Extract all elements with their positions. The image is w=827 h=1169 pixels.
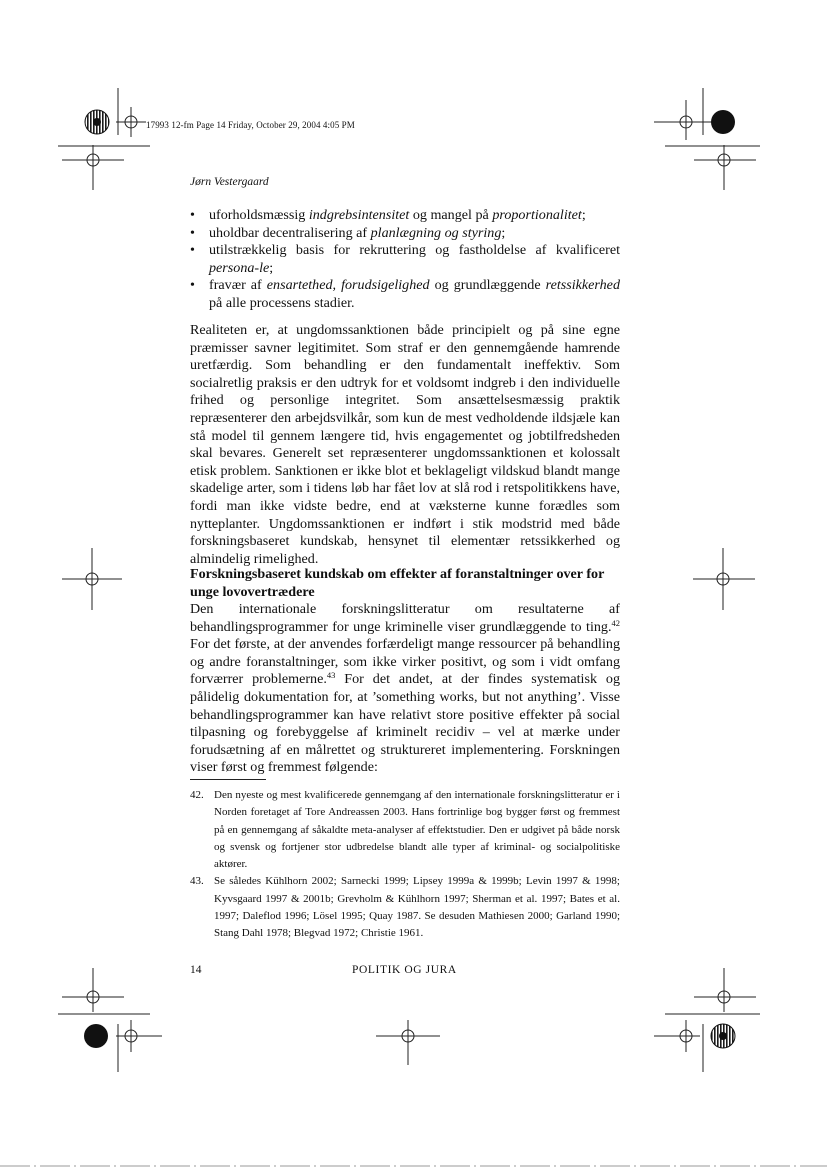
print-slug: 17993 12-fm Page 14 Friday, October 29, 2004 4:05 PM — [146, 120, 355, 130]
registration-mark — [116, 107, 146, 137]
footnote-ref: 42 — [611, 617, 620, 628]
registration-mark — [654, 1020, 700, 1052]
solid-disc-mark — [711, 110, 735, 134]
bullet-list — [190, 207, 620, 313]
body-paragraph: Den internationale forskningslitteratur om resultaterne af behandlingsprogrammer for unge kriminelle viser grundlæggende to ting.$^{42}$ For det første, at der anvendes forfærdeligt mange ressourcer på behandling og andre foranstaltninger, som ikke virker positivt, og som i vidt omfang forværrer problemerne.$^{43}$ For det andet, at der findes systematisk og pålidelig dokumentation for, at ’something works, but not anything’. Visse behandlingsprogrammer kan have relativt store positive effekter på social tilpasning og forebyggelse af kriminelt recidiv – vel at mærke under forudsætning af en målrettet og struktureret implementering. Forskningen viser først og fremmest følgende: — [190, 601, 620, 776]
footnotes — [190, 787, 620, 943]
journal-title: POLITIK OG JURA — [352, 964, 457, 976]
footnote — [190, 873, 620, 942]
footnote-text: Den nyeste og mest kvalificerede gennemgang af den internationale forskningslitteratur er i Norden foretaget af Tore Andreassen 2003. Hans fortrinlige bog bygger først og fremmest på en gennemgang af såkaldte meta-analyser af effektstudier. Den er udgivet på både norsk og svensk og fortjener stor udbredelse blandt alle typer af kriminal- og socialpolitiske aktører. — [214, 789, 620, 871]
running-head: Jørn Vestergaard — [190, 176, 269, 188]
registration-mark — [62, 145, 124, 190]
footnote-divider — [190, 779, 266, 780]
bullet-symbol: • — [190, 224, 195, 241]
registration-mark — [693, 548, 755, 610]
registration-mark — [654, 100, 716, 140]
registration-mark — [62, 968, 124, 1012]
footnote-number: 43. — [190, 875, 204, 888]
footnote-ref: 43 — [326, 670, 336, 681]
section-heading: Forskningsbaseret kundskab om effekter af foranstaltninger over for unge lovovertrædere — [190, 566, 605, 600]
page-number: 14 — [190, 964, 202, 976]
starburst-mark — [85, 110, 109, 134]
list-item: • utilstrækkelig basis for rekruttering og fastholdelse af kvalificeret persona-le; — [190, 242, 620, 276]
registration-mark — [62, 548, 122, 610]
starburst-mark — [711, 1024, 735, 1048]
list-item: • fravær af ensartethed, forudsigelighed og grundlæggende retssikkerhed på alle processens stadier. — [190, 277, 620, 311]
bullet-symbol: • — [190, 277, 195, 294]
body-paragraph: Realiteten er, at ungdomssanktionen både principielt og på sine egne præmisser savner legitimitet. Som straf er den gennemgående hamrende uretfærdig. Som behandling er den fundamentalt ineffektiv. Som socialretlig praksis er den udtryk for et voldsomt indgreb i den individuelle frihed og personlige integritet. Som ansættelsesmæssig praktik repræsenterer den arbejdsvilkår, som kun de mest vedholdende ildsjæle kan stå model til gennem længere tid, hvis engagementet og jobtilfredsheden skal bevares. Generelt set repræsenterer ungdomssanktionen et kolossalt etisk problem. Sanktionen er ikke blot et beklageligt vildskud blandt mange skadelige arter, som i tidens løb har fået lov at slå rod i retspolitikkens have, fordi man ikke vidste bedre, end at væksterne kunne forædles som nytteplanter. Ungdomssanktionen er indført i stik modstrid med både forskningsbaseret kundskab, hensynet til elementær retssikkerhed og almindelig rimelighed. — [190, 322, 620, 567]
footnote-text: Se således Kühlhorn 2002; Sarnecki 1999; Lipsey 1999a & 1999b; Levin 1997 & 1998; Kyvsgaard 1997 & 2001b; Grevholm & Kühlhorn 1997; Sherman et al. 1997; Bates et al. 1997; Daleflod 1996; Lösel 1995; Quay 1987. Se desuden Mathiesen 2000; Garland 1990; Stang Dahl 1978; Blegvad 1972; Christie 1961. — [214, 875, 620, 940]
registration-mark — [376, 1020, 440, 1065]
footnote-number: 42. — [190, 789, 204, 801]
list-item: • uforholdsmæssig indgrebsintensitet og mangel på proportionalitet; — [190, 207, 586, 223]
bullet-symbol: • — [190, 207, 195, 223]
registration-mark — [116, 1020, 162, 1052]
footnote — [190, 787, 620, 873]
bullet-symbol: • — [190, 242, 195, 259]
registration-mark — [694, 145, 756, 190]
registration-mark — [694, 968, 756, 1012]
solid-disc-mark — [84, 1024, 108, 1048]
list-item: • uholdbar decentralisering af planlægning og styring; — [190, 224, 506, 241]
